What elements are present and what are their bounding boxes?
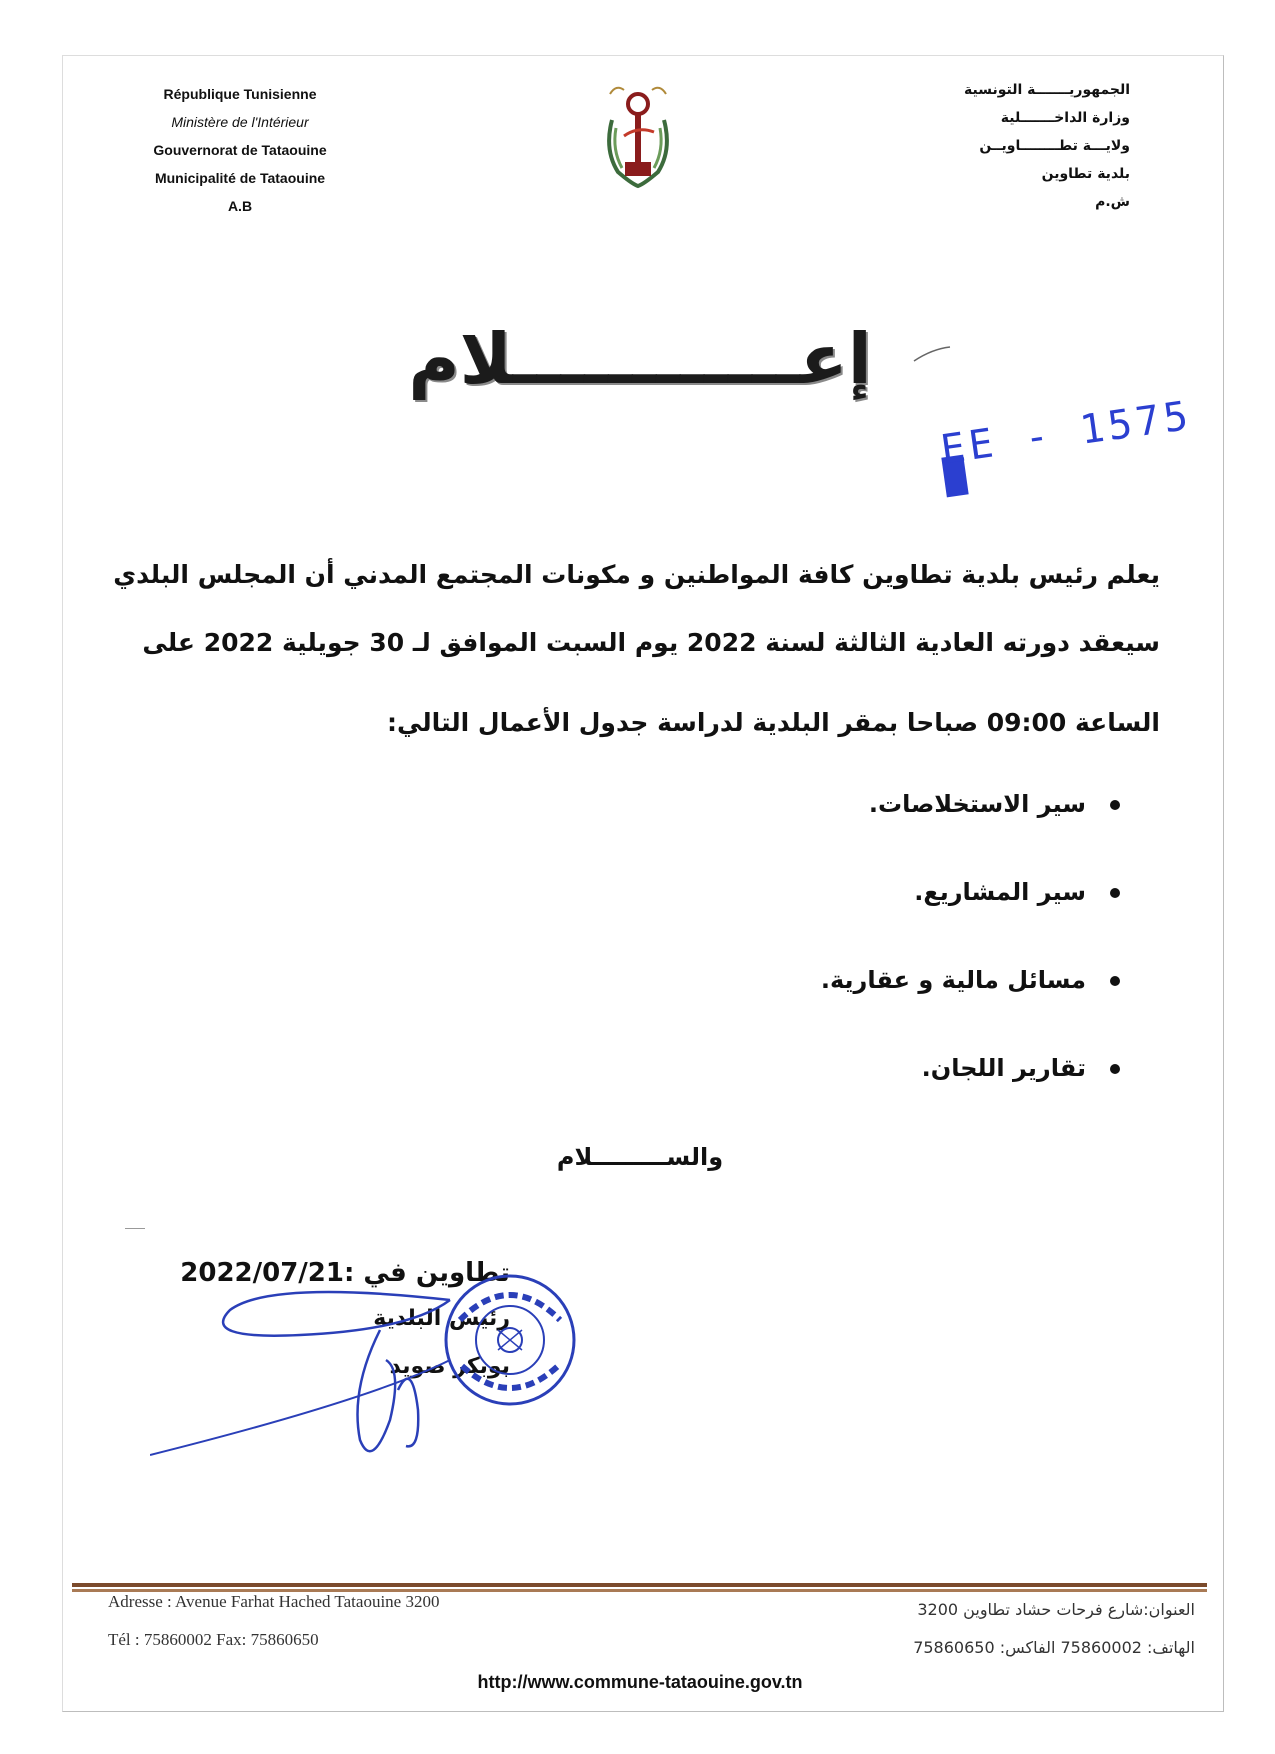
registration-stamp-number: EE - 1575	[938, 392, 1195, 474]
title-flourish-icon	[912, 345, 952, 365]
footer-phone-fax: Tél : 75860002 Fax: 75860650	[108, 1630, 319, 1649]
body-line-2: سيعقد دورته العادية الثالثة لسنة 2022 يوم السبت الموافق لـ 30 جويلية 2022 على	[142, 628, 1160, 657]
list-item	[700, 790, 1120, 878]
footer-divider	[72, 1583, 1207, 1592]
reference-code-ar: ش.م	[1095, 194, 1130, 210]
list-item	[700, 1054, 1120, 1142]
scan-artifact	[125, 1228, 145, 1229]
bullet-icon	[1110, 1064, 1120, 1074]
governorate-label: Gouvernorat de Tataouine	[153, 142, 327, 158]
footer-contact-fr	[108, 1592, 439, 1668]
signatory-name: بوبكر صويد	[389, 1354, 510, 1379]
agenda-item-text: تقارير اللجان.	[921, 1054, 1086, 1082]
republic-label-ar: الجمهوريـــــــة التونسية	[964, 82, 1130, 98]
agenda-item-text: سير المشاريع.	[914, 878, 1086, 906]
footer-address-ar: العنوان:شارع فرحات حشاد تطاوين 3200	[917, 1600, 1195, 1619]
municipality-emblem-icon	[598, 80, 678, 190]
list-item	[700, 966, 1120, 1054]
bullet-icon	[1110, 888, 1120, 898]
signatory-role: رئيس البلدية	[373, 1306, 510, 1331]
website-link[interactable]: http://www.commune-tataouine.gov.tn	[477, 1672, 803, 1692]
reference-code: A.B	[227, 198, 253, 214]
agenda-item-text: مسائل مالية و عقارية.	[820, 966, 1086, 994]
ministry-label: Ministère de l'Intérieur	[171, 114, 309, 130]
signature-date: تطاوين في :2022/07/21	[180, 1258, 510, 1288]
list-item	[700, 878, 1120, 966]
french-letterhead	[120, 80, 360, 220]
bullet-icon	[1110, 976, 1120, 986]
body-line-3: الساعة 09:00 صباحا بمقر البلدية لدراسة جدول الأعمال التالي:	[387, 708, 1160, 737]
agenda-list	[700, 790, 1120, 1142]
arabic-letterhead	[930, 76, 1130, 216]
handwritten-signature-icon	[150, 1240, 590, 1480]
body-line-1: يعلم رئيس بلدية تطاوين كافة المواطنين و مكونات المجتمع المدني أن المجلس البلدي	[113, 560, 1160, 589]
agenda-item-text: سير الاستخلاصات.	[868, 790, 1086, 818]
document-title: إعــــــــــــلام	[408, 318, 872, 400]
footer-address: Adresse : Avenue Farhat Hached Tataouine 3200	[108, 1592, 440, 1611]
municipality-label: Municipalité de Tataouine	[154, 170, 326, 186]
ministry-label-ar: وزارة الداخـــــــلية	[1000, 110, 1130, 126]
footer-contact-ar	[830, 1600, 1195, 1676]
governorate-label-ar: ولايـــة تطــــــــاويــن	[979, 138, 1130, 154]
bullet-icon	[1110, 800, 1120, 810]
closing-salutation: والســـــــــلام	[556, 1143, 724, 1171]
municipality-label-ar: بلدية تطاوين	[1041, 166, 1130, 182]
republic-label: République Tunisienne	[163, 86, 317, 102]
footer-phone-fax-ar: الهاتف: 75860002 الفاكس: 75860650	[913, 1638, 1195, 1657]
